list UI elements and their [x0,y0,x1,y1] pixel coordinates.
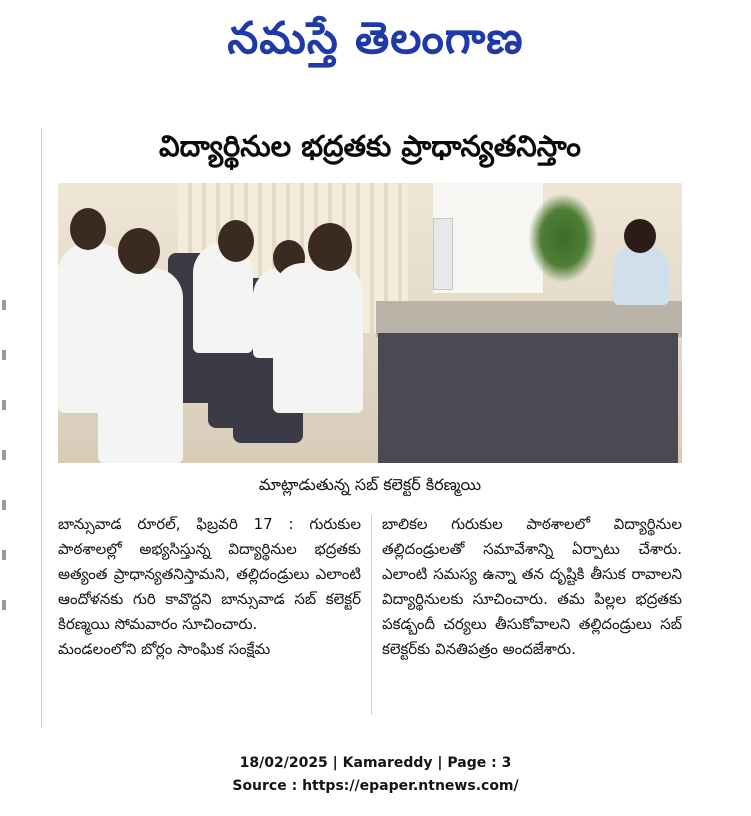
photo-parent-head [70,208,106,250]
article-column-2 [382,512,682,720]
article-headline: విద్యార్థినుల భద్రతకు ప్రాధాన్యతనిస్తాం [158,129,582,163]
photo-desk-top [376,301,682,337]
photo-parent-head [218,220,254,262]
article-paragraph: బాలికల గురుకుల పాఠశాలలో విద్యార్థినుల తల్లిదండ్రులతో సమావేశాన్ని ఏర్పాటు చేశారు. ఎలాంటి సమస్య ఉన్నా తన దృష్టికి తీసుక రావాలని విద్యార్థినులకు సూచించారు. తమ పిల్లల భద్రతకు పకడ్బందీ చర్యలు తీసుకోవాలని తల్లిదండ్రులు సబ్ కలెక్టర్‌కు వినతిపత్రం అందజేశారు. [382,515,682,658]
edition-info: 18/02/2025 | Kamareddy | Page : 3 [239,755,512,771]
photo-desk [378,333,678,463]
photo-caption: మాట్లాడుతున్న సబ్ కలెక్టర్ కిరణ్మయి [258,475,482,494]
photo-monitor [433,218,453,290]
article-paragraph: మండలంలోని బోర్లం సాంఘిక సంక్షేమ [58,640,271,658]
page-margin-rule [41,128,42,728]
photo-parent [273,263,363,413]
photo-parent-head [118,228,160,274]
article-paragraph: బాన్సువాడ రూరల్, ఫిబ్రవరి 17 : గురుకుల పాఠశాలల్లో అభ్యసిస్తున్న విద్యార్థినుల భద్రతకు అత్యంత ప్రాధాన్యతనిస్తామని, తల్లిదండ్రులు ఎలాంటి ఆందోళనకు గురి కావొద్దని బాన్సువాడ సబ్ కలెక్టర్ కిరణ్మయి సోమవారం సూచించారు. [58,515,361,633]
article-photo [58,183,682,463]
photo-parent-head [308,223,352,271]
page-footer [0,752,751,798]
photo-plant [528,193,598,283]
photo-officer [613,245,669,305]
source-link[interactable]: Source : https://epaper.ntnews.com/ [232,778,519,794]
column-divider [371,515,372,715]
adjacent-column-fragment [2,300,8,660]
photo-parent [98,268,183,463]
photo-officer-head [624,219,656,253]
newspaper-masthead: నమస్తే తెలంగాణ [227,13,524,64]
article-column-1 [58,512,361,720]
